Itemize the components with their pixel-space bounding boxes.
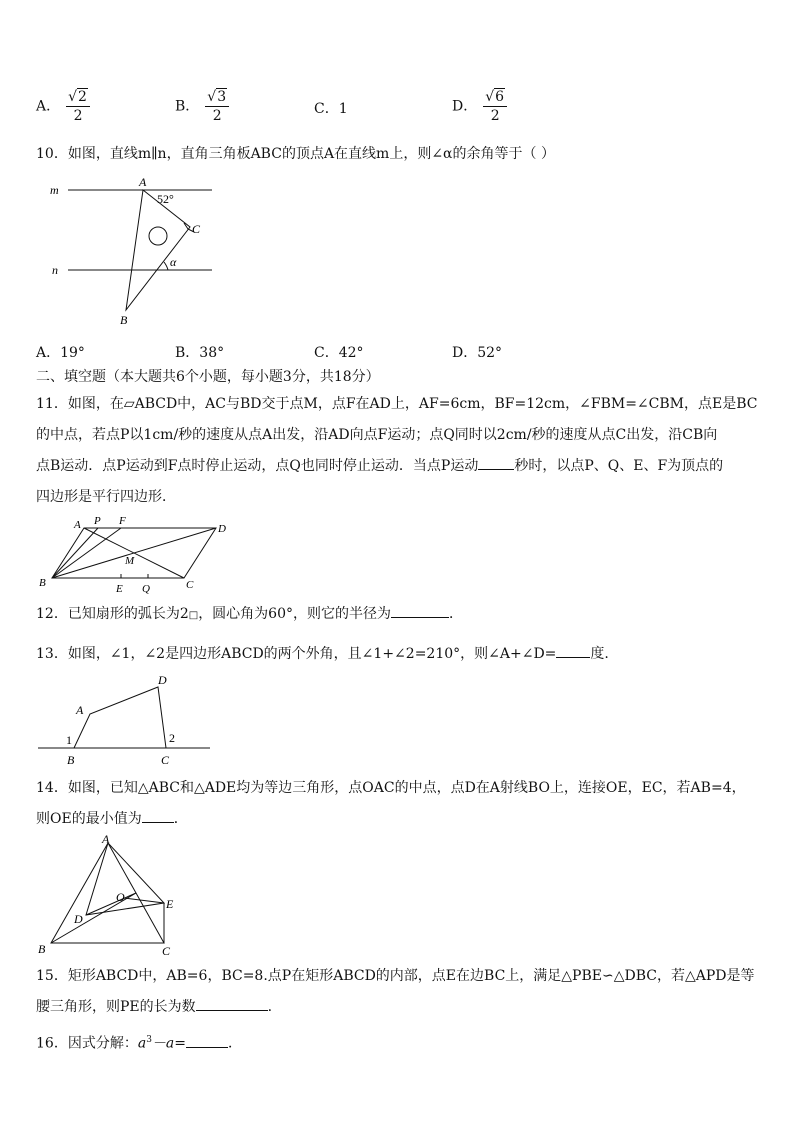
fraction: $\frac{√6}{2}$: [483, 88, 507, 125]
segment-do: [86, 893, 136, 915]
option-letter: A．: [36, 98, 61, 115]
label-e: E: [166, 897, 174, 911]
label-b: B: [38, 942, 46, 956]
radicand: 6: [495, 89, 505, 105]
q14-line-2-end: ．: [173, 811, 188, 827]
label-o: O: [116, 890, 125, 904]
label-c: C: [186, 579, 194, 591]
q14-line-2-before: 则OE的最小值为: [36, 811, 142, 827]
option-letter: D．: [452, 98, 478, 115]
q14-line-1: 14．如图，已知△ABC和△ADE均为等边三角形，点OAC的中点，点D在A射线BO上，连接OE，EC，若AB=4，: [36, 780, 746, 796]
answer-blank[interactable]: [196, 1010, 268, 1011]
label-c: C: [161, 753, 170, 767]
q11-line-3-before: 点B运动．点P运动到F点时停止运动，点Q也同时停止运动．当点P运动: [36, 458, 479, 474]
q16-end: ．: [228, 1035, 242, 1052]
answer-blank[interactable]: [391, 617, 449, 618]
diagonal-bd: [52, 528, 216, 578]
missing-glyph: □: [188, 610, 199, 621]
denominator: 2: [490, 108, 500, 124]
q10-option-a: A．19°: [36, 345, 85, 361]
q15-line-2: [36, 997, 272, 1017]
q15-line-2-before: 腰三角形，则PE的长为数: [36, 999, 196, 1015]
triangle-abc: [126, 190, 190, 310]
radicand: 3: [217, 89, 227, 105]
q13-before: 13．如图，∠1，∠2是四边形ABCD的两个外角，且∠1+∠2=210°，则∠A+∠D=: [36, 646, 557, 662]
label-a: A: [74, 519, 81, 531]
q10-figure: [40, 170, 230, 330]
q16-text: [36, 1030, 242, 1054]
label-2: 2: [169, 731, 175, 745]
answer-blank[interactable]: [186, 1047, 228, 1048]
q16-before: 16．因式分解：: [36, 1035, 138, 1052]
q14-line-2: [36, 809, 188, 829]
label-d: D: [218, 523, 226, 535]
option-letter: B．: [175, 98, 200, 115]
label-q: Q: [142, 583, 150, 595]
q14-figure: [36, 833, 186, 959]
fraction: $\frac{√2}{2}$: [66, 88, 90, 125]
label-a: A: [76, 703, 84, 717]
option-letter: C．: [314, 101, 339, 117]
variable-a: a: [137, 1035, 147, 1052]
label-c: C: [192, 222, 201, 236]
label-b: B: [120, 313, 128, 327]
label-a: A: [102, 833, 110, 846]
label-1: 1: [66, 733, 72, 747]
q10-option-d: D．52°: [452, 345, 503, 361]
triangle-ade: [86, 843, 164, 915]
expression-rest: －a=: [151, 1035, 186, 1052]
q15-line-1: 15．矩形ABCD中，AB=6，BC=8.点P在矩形ABCD的内部，点E在边BC上，满足△PBE∽△DBC，若△APD是等: [36, 968, 755, 984]
q11-line-1: 11．如图，在▱ABCD中，AC与BD交于点M，点F在AD上，AF=6cm，BF=12cm，∠FBM=∠CBM，点E是BC: [36, 396, 758, 412]
quadrilateral-abcd: [74, 687, 166, 748]
q11-figure: [36, 512, 236, 596]
label-e: E: [116, 583, 123, 595]
label-p: P: [94, 515, 101, 527]
q12-before: 12．已知扇形的弧长为2: [36, 606, 189, 622]
q12-end: ．: [449, 606, 464, 622]
label-a: A: [139, 175, 147, 189]
q12-after: ，圆心角为60°，则它的半径为: [198, 606, 392, 622]
label-n: n: [52, 263, 58, 277]
label-d: D: [158, 673, 167, 687]
segment-bf: [52, 528, 121, 578]
label-alpha: α: [170, 255, 177, 269]
label-f: F: [119, 515, 126, 527]
q10-option-b: B．38°: [175, 345, 225, 361]
q15-line-2-end: .: [267, 999, 273, 1015]
q10-option-c: C．42°: [314, 345, 364, 361]
triangle-abc: [51, 843, 164, 943]
exponent: 3: [146, 1035, 152, 1045]
q10-text: 10．如图，直线m∥n，直角三角板ABC的顶点A在直线m上，则∠α的余角等于（ ）: [36, 146, 555, 162]
label-52: 52°: [157, 192, 174, 206]
q13-text: [36, 644, 609, 664]
triangle-hole: [149, 227, 167, 245]
segment-oe: [124, 898, 164, 903]
q13-figure: [36, 670, 216, 768]
label-c: C: [162, 944, 171, 958]
q11-line-2: 的中点，若点P以1cm/秒的速度从点A出发，沿AD向点F运动；点Q同时以2cm/秒的速度从点C出发，沿CB向: [36, 427, 718, 443]
label-m: m: [50, 183, 59, 197]
q9-option-b: [175, 88, 229, 125]
label-d: D: [74, 912, 83, 926]
alpha-arc: [164, 262, 168, 270]
q9-option-c: [314, 98, 348, 118]
q9-option-a: [36, 88, 90, 125]
answer-blank[interactable]: [142, 822, 174, 823]
section-title: 二、填空题（本大题共6个小题，每小题3分，共18分）: [36, 369, 380, 385]
q11-line-4: 四边形是平行四边形．: [36, 489, 176, 505]
q9-option-d: [452, 88, 507, 125]
answer-blank[interactable]: [556, 657, 590, 658]
q12-text: [36, 604, 463, 626]
label-b: B: [67, 753, 75, 767]
denominator: 2: [212, 108, 222, 124]
q11-line-3-after: 秒时，以点P、Q、E、F为顶点的: [514, 458, 724, 474]
radicand: 2: [78, 89, 87, 105]
option-value: 1: [338, 101, 348, 117]
label-b: B: [39, 577, 46, 589]
label-m: M: [125, 555, 135, 567]
q11-line-3: [36, 456, 723, 476]
answer-blank[interactable]: [478, 469, 514, 470]
q13-end: 度.: [590, 646, 609, 662]
denominator: 2: [73, 108, 83, 124]
fraction: $\frac{√3}{2}$: [205, 88, 229, 125]
